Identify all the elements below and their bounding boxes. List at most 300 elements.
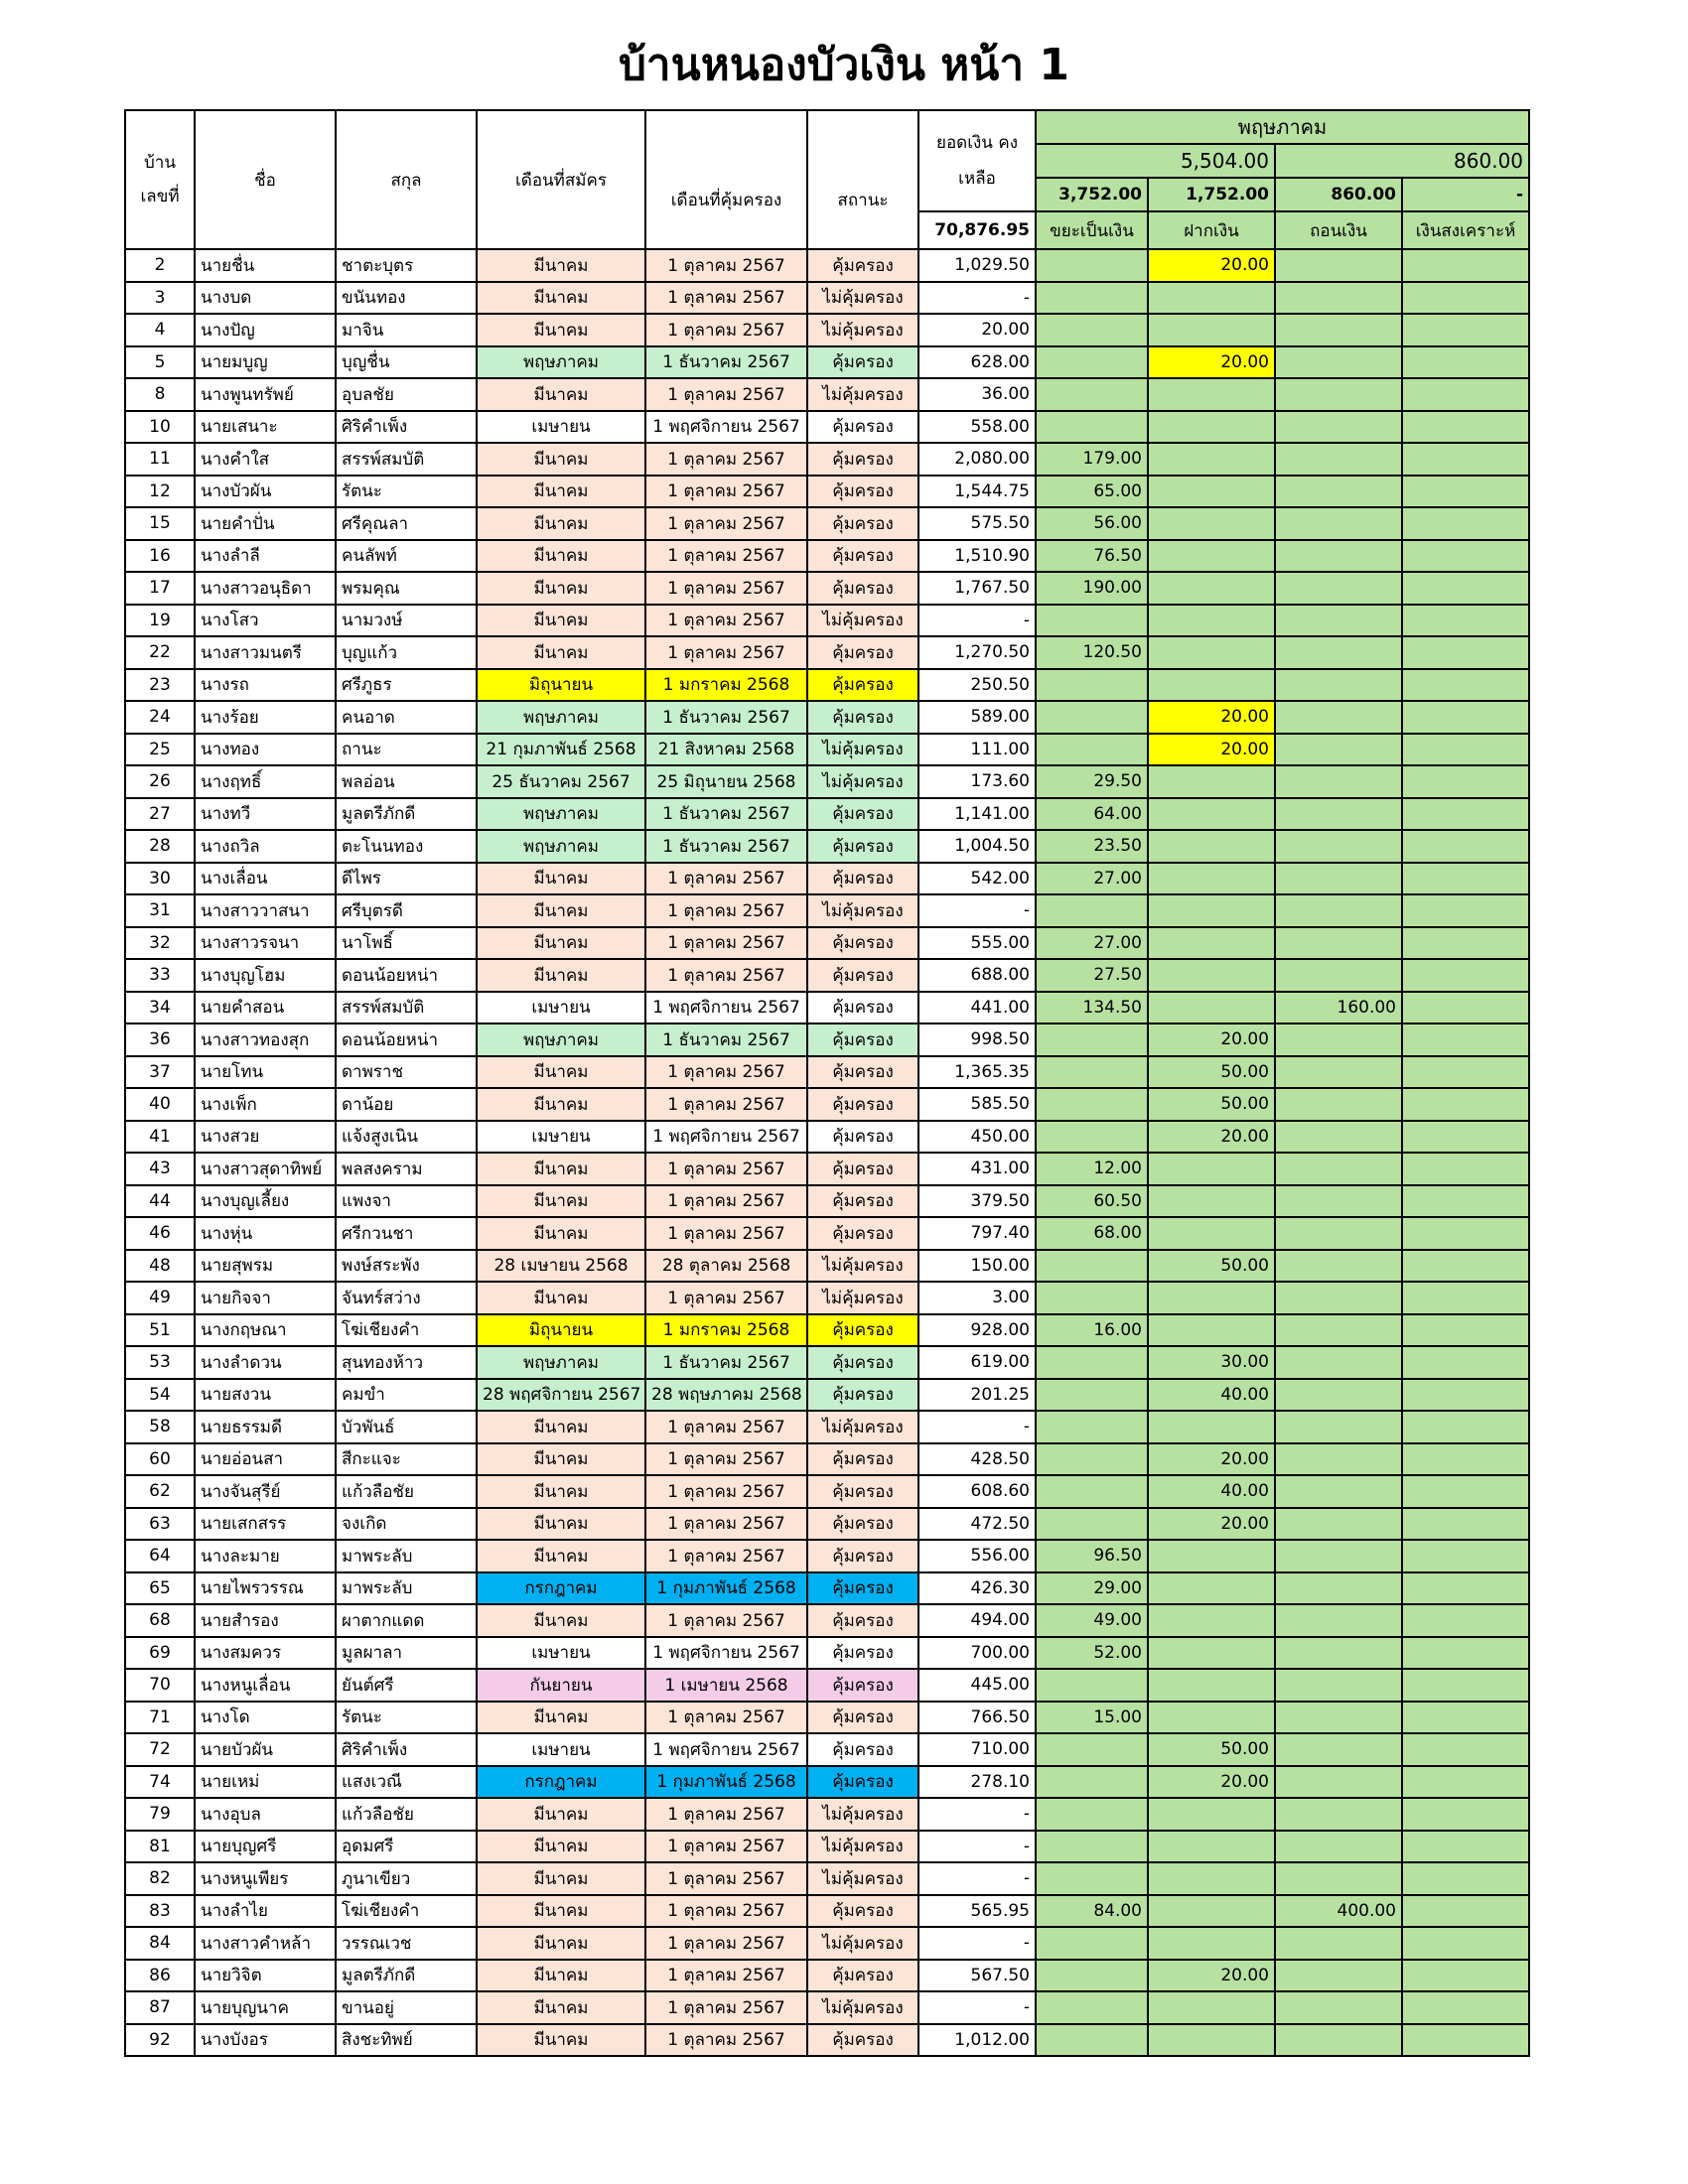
first-name-cell: นายบัวผัน — [195, 1733, 336, 1766]
surname-cell: มาพระลับ — [336, 1540, 477, 1572]
protect-month-cell: 1 ตุลาคม 2567 — [645, 1443, 807, 1476]
table-row — [125, 1153, 1529, 1185]
protect-month-cell: 1 ตุลาคม 2567 — [645, 1604, 807, 1637]
aid-cell — [1402, 1862, 1529, 1895]
aid-cell — [1402, 1088, 1529, 1121]
surname-cell: แจ้งสูงเนิน — [336, 1121, 477, 1154]
deposit-cell — [1148, 1669, 1275, 1702]
status-cell: คุ้มครอง — [807, 1379, 918, 1412]
table-row — [125, 1895, 1529, 1928]
member-table — [124, 109, 1530, 2057]
withdraw-cell — [1275, 1443, 1402, 1476]
status-cell: คุ้มครอง — [807, 1314, 918, 1347]
protect-month-cell: 1 ตุลาคม 2567 — [645, 1831, 807, 1863]
waste-cell — [1036, 1379, 1148, 1412]
withdraw-cell: 400.00 — [1275, 1895, 1402, 1928]
waste-cell — [1036, 1862, 1148, 1895]
apply-month-cell: มีนาคม — [477, 1056, 645, 1089]
waste-cell — [1036, 1088, 1148, 1121]
apply-month-cell: มีนาคม — [477, 1508, 645, 1541]
house-number-cell: 43 — [125, 1153, 195, 1185]
deposit-cell — [1148, 1540, 1275, 1572]
protect-month-cell: 1 กุมภาพันธ์ 2568 — [645, 1572, 807, 1605]
table-row — [125, 1024, 1529, 1056]
apply-month-cell: พฤษภาคม — [477, 830, 645, 863]
status-cell: คุ้มครอง — [807, 249, 918, 282]
surname-cell: คนลัพท์ — [336, 540, 477, 573]
status-cell: คุ้มครอง — [807, 798, 918, 831]
protect-month-cell: 1 ตุลาคม 2567 — [645, 1895, 807, 1928]
surname-cell: อุบลชัย — [336, 378, 477, 411]
house-number-cell: 86 — [125, 1960, 195, 1992]
table-row — [125, 830, 1529, 863]
first-name-cell: นางหนูเลื่อน — [195, 1669, 336, 1702]
table-row — [125, 1379, 1529, 1412]
table-row — [125, 1121, 1529, 1154]
waste-cell — [1036, 1411, 1148, 1443]
surname-cell: อุดมศรี — [336, 1831, 477, 1863]
table-row — [125, 1702, 1529, 1734]
balance-cell: 575.50 — [918, 507, 1036, 540]
surname-cell: มาจิน — [336, 314, 477, 346]
first-name-cell: นางสมควร — [195, 1637, 336, 1670]
withdraw-cell — [1275, 1056, 1402, 1089]
first-name-cell: นายคำปั่น — [195, 507, 336, 540]
house-number-cell: 10 — [125, 411, 195, 444]
balance-cell: 494.00 — [918, 1604, 1036, 1637]
deposit-cell: 50.00 — [1148, 1733, 1275, 1766]
house-number-cell: 60 — [125, 1443, 195, 1476]
balance-cell: 201.25 — [918, 1379, 1036, 1412]
deposit-cell — [1148, 1702, 1275, 1734]
withdraw-cell — [1275, 1637, 1402, 1670]
balance-cell: 379.50 — [918, 1185, 1036, 1218]
apply-month-cell: พฤษภาคม — [477, 1346, 645, 1379]
protect-month-cell: 1 ตุลาคม 2567 — [645, 863, 807, 895]
waste-cell — [1036, 1798, 1148, 1831]
protect-month-cell: 25 มิถุนายน 2568 — [645, 765, 807, 798]
status-cell: ไม่คุ้มครอง — [807, 1411, 918, 1443]
first-name-cell: นางคำใส — [195, 443, 336, 476]
deposit-cell — [1148, 443, 1275, 476]
balance-cell: - — [918, 1831, 1036, 1863]
withdraw-cell — [1275, 830, 1402, 863]
protect-month-cell: 1 ตุลาคม 2567 — [645, 894, 807, 927]
house-number-cell: 92 — [125, 2024, 195, 2057]
status-cell: คุ้มครอง — [807, 1702, 918, 1734]
apply-month-cell: มีนาคม — [477, 507, 645, 540]
first-name-cell: นายคำสอน — [195, 992, 336, 1024]
deposit-cell — [1148, 1991, 1275, 2024]
apply-month-cell: พฤษภาคม — [477, 346, 645, 379]
first-name-cell: นายบุญศรี — [195, 1831, 336, 1863]
withdraw-cell — [1275, 1475, 1402, 1508]
withdraw-cell — [1275, 1411, 1402, 1443]
waste-cell: 96.50 — [1036, 1540, 1148, 1572]
surname-cell: ตะโนนทอง — [336, 830, 477, 863]
withdraw-cell — [1275, 476, 1402, 508]
apply-month-cell: เมษายน — [477, 411, 645, 444]
header-surname: สกุล — [336, 110, 477, 249]
withdraw-cell — [1275, 1508, 1402, 1541]
apply-month-cell: มีนาคม — [477, 1798, 645, 1831]
first-name-cell: นายบุญนาค — [195, 1991, 336, 2024]
waste-cell: 190.00 — [1036, 572, 1148, 605]
aid-cell — [1402, 1991, 1529, 2024]
balance-cell: 608.60 — [918, 1475, 1036, 1508]
apply-month-cell: มีนาคม — [477, 314, 645, 346]
table-row — [125, 249, 1529, 282]
withdraw-cell — [1275, 1153, 1402, 1185]
surname-cell: ดาพราช — [336, 1056, 477, 1089]
table-row — [125, 411, 1529, 444]
balance-cell: 555.00 — [918, 927, 1036, 960]
surname-cell: มูลตรีภักดี — [336, 798, 477, 831]
deposit-cell — [1148, 894, 1275, 927]
waste-cell — [1036, 1991, 1148, 2024]
balance-cell: 589.00 — [918, 701, 1036, 734]
balance-cell: 2,080.00 — [918, 443, 1036, 476]
house-number-cell: 15 — [125, 507, 195, 540]
status-cell: คุ้มครอง — [807, 540, 918, 573]
withdraw-cell — [1275, 1121, 1402, 1154]
table-row — [125, 1572, 1529, 1605]
house-number-cell: 24 — [125, 701, 195, 734]
deposit-cell: 20.00 — [1148, 1121, 1275, 1154]
first-name-cell: นางบด — [195, 282, 336, 315]
waste-cell: 15.00 — [1036, 1702, 1148, 1734]
table-row — [125, 1604, 1529, 1637]
first-name-cell: นางร้อย — [195, 701, 336, 734]
status-cell: คุ้มครอง — [807, 1960, 918, 1992]
protect-month-cell: 1 ตุลาคม 2567 — [645, 605, 807, 637]
first-name-cell: นายไพรวรรณ — [195, 1572, 336, 1605]
protect-month-cell: 1 ตุลาคม 2567 — [645, 1153, 807, 1185]
balance-cell: 1,004.50 — [918, 830, 1036, 863]
waste-cell — [1036, 1282, 1148, 1314]
balance-cell: 1,767.50 — [918, 572, 1036, 605]
status-cell: คุ้มครอง — [807, 959, 918, 992]
protect-month-cell: 28 พฤษภาคม 2568 — [645, 1379, 807, 1412]
surname-cell: แสงเวณี — [336, 1766, 477, 1799]
table-row — [125, 1185, 1529, 1218]
surname-cell: สิงชะทิพย์ — [336, 2024, 477, 2057]
waste-cell: 23.50 — [1036, 830, 1148, 863]
deposit-cell — [1148, 1411, 1275, 1443]
status-cell: ไม่คุ้มครอง — [807, 1831, 918, 1863]
withdraw-cell — [1275, 346, 1402, 379]
deposit-cell: 30.00 — [1148, 1346, 1275, 1379]
table-row — [125, 476, 1529, 508]
header-month: พฤษภาคม — [1036, 110, 1529, 144]
surname-cell: สุนทองห้าว — [336, 1346, 477, 1379]
first-name-cell: นางสาวรจนา — [195, 927, 336, 960]
aid-cell — [1402, 1217, 1529, 1250]
aid-cell — [1402, 959, 1529, 992]
aid-cell — [1402, 1540, 1529, 1572]
protect-month-cell: 1 ธันวาคม 2567 — [645, 346, 807, 379]
apply-month-cell: มีนาคม — [477, 540, 645, 573]
aid-cell — [1402, 249, 1529, 282]
balance-cell: 1,270.50 — [918, 636, 1036, 669]
first-name-cell: นางบังอร — [195, 2024, 336, 2057]
status-cell: คุ้มครอง — [807, 1056, 918, 1089]
surname-cell: คนอาด — [336, 701, 477, 734]
protect-month-cell: 1 ตุลาคม 2567 — [645, 476, 807, 508]
table-row — [125, 1056, 1529, 1089]
deposit-cell: 20.00 — [1148, 701, 1275, 734]
balance-cell: - — [918, 894, 1036, 927]
house-number-cell: 25 — [125, 734, 195, 766]
aid-cell — [1402, 443, 1529, 476]
aid-cell — [1402, 1508, 1529, 1541]
apply-month-cell: มิถุนายน — [477, 1314, 645, 1347]
surname-cell: ศิริคำเพ็ง — [336, 411, 477, 444]
aid-cell — [1402, 701, 1529, 734]
apply-month-cell: มิถุนายน — [477, 669, 645, 702]
table-row — [125, 1862, 1529, 1895]
waste-cell — [1036, 249, 1148, 282]
status-cell: คุ้มครอง — [807, 863, 918, 895]
header-sub-waste: 3,752.00 — [1036, 178, 1148, 211]
first-name-cell: นายกิจจา — [195, 1282, 336, 1314]
balance-cell: 431.00 — [918, 1153, 1036, 1185]
deposit-cell — [1148, 1895, 1275, 1928]
surname-cell: ภูนาเขียว — [336, 1862, 477, 1895]
waste-cell: 27.00 — [1036, 863, 1148, 895]
protect-month-cell: 1 ธันวาคม 2567 — [645, 1346, 807, 1379]
aid-cell — [1402, 540, 1529, 573]
protect-month-cell: 1 ตุลาคม 2567 — [645, 1282, 807, 1314]
status-cell: คุ้มครอง — [807, 1121, 918, 1154]
first-name-cell: นางลำไย — [195, 1895, 336, 1928]
header-col-waste: ขยะเป็นเงิน — [1036, 211, 1148, 249]
table-row — [125, 1217, 1529, 1250]
table-row — [125, 894, 1529, 927]
surname-cell: มูลตรีภักดี — [336, 1960, 477, 1992]
house-number-cell: 32 — [125, 927, 195, 960]
apply-month-cell: มีนาคม — [477, 1443, 645, 1476]
surname-cell: จงเกิด — [336, 1508, 477, 1541]
waste-cell — [1036, 1346, 1148, 1379]
table-row — [125, 959, 1529, 992]
table-row — [125, 1733, 1529, 1766]
apply-month-cell: มีนาคม — [477, 249, 645, 282]
house-number-cell: 3 — [125, 282, 195, 315]
status-cell: ไม่คุ้มครอง — [807, 1991, 918, 2024]
apply-month-cell: กันยายน — [477, 1669, 645, 1702]
apply-month-cell: มีนาคม — [477, 282, 645, 315]
deposit-cell — [1148, 540, 1275, 573]
deposit-cell: 50.00 — [1148, 1250, 1275, 1283]
aid-cell — [1402, 1637, 1529, 1670]
house-number-cell: 58 — [125, 1411, 195, 1443]
aid-cell — [1402, 1056, 1529, 1089]
protect-month-cell: 1 ตุลาคม 2567 — [645, 636, 807, 669]
waste-cell — [1036, 1766, 1148, 1799]
deposit-cell — [1148, 572, 1275, 605]
deposit-cell — [1148, 1217, 1275, 1250]
aid-cell — [1402, 314, 1529, 346]
first-name-cell: นางเพ็ก — [195, 1088, 336, 1121]
waste-cell — [1036, 1475, 1148, 1508]
first-name-cell: นายโทน — [195, 1056, 336, 1089]
surname-cell: ดอนน้อยหน่า — [336, 959, 477, 992]
withdraw-cell — [1275, 894, 1402, 927]
protect-month-cell: 1 ตุลาคม 2567 — [645, 1702, 807, 1734]
waste-cell — [1036, 1669, 1148, 1702]
balance-cell: 173.60 — [918, 765, 1036, 798]
apply-month-cell: มีนาคม — [477, 1185, 645, 1218]
protect-month-cell: 1 ตุลาคม 2567 — [645, 1508, 807, 1541]
aid-cell — [1402, 346, 1529, 379]
aid-cell — [1402, 2024, 1529, 2057]
aid-cell — [1402, 1475, 1529, 1508]
protect-month-cell: 1 ตุลาคม 2567 — [645, 282, 807, 315]
apply-month-cell: มีนาคม — [477, 1862, 645, 1895]
first-name-cell: นายเหม่ — [195, 1766, 336, 1799]
deposit-cell: 50.00 — [1148, 1056, 1275, 1089]
apply-month-cell: มีนาคม — [477, 927, 645, 960]
protect-month-cell: 1 ตุลาคม 2567 — [645, 1475, 807, 1508]
house-number-cell: 17 — [125, 572, 195, 605]
surname-cell: ขนันทอง — [336, 282, 477, 315]
waste-cell: 56.00 — [1036, 507, 1148, 540]
status-cell: ไม่คุ้มครอง — [807, 1927, 918, 1960]
deposit-cell — [1148, 378, 1275, 411]
aid-cell — [1402, 1250, 1529, 1283]
aid-cell — [1402, 1927, 1529, 1960]
withdraw-cell — [1275, 1282, 1402, 1314]
waste-cell: 68.00 — [1036, 1217, 1148, 1250]
surname-cell: แพงจา — [336, 1185, 477, 1218]
first-name-cell: นางสวย — [195, 1121, 336, 1154]
status-cell: ไม่คุ้มครอง — [807, 378, 918, 411]
deposit-cell: 20.00 — [1148, 1766, 1275, 1799]
aid-cell — [1402, 992, 1529, 1024]
aid-cell — [1402, 1282, 1529, 1314]
house-number-cell: 48 — [125, 1250, 195, 1283]
house-number-cell: 74 — [125, 1766, 195, 1799]
deposit-cell — [1148, 1572, 1275, 1605]
aid-cell — [1402, 1733, 1529, 1766]
surname-cell: รัตนะ — [336, 476, 477, 508]
balance-cell: 445.00 — [918, 1669, 1036, 1702]
balance-cell: 766.50 — [918, 1702, 1036, 1734]
balance-cell: 250.50 — [918, 669, 1036, 702]
protect-month-cell: 28 ตุลาคม 2568 — [645, 1250, 807, 1283]
surname-cell: ชาตะบุตร — [336, 249, 477, 282]
apply-month-cell: 28 พฤศจิกายน 2567 — [477, 1379, 645, 1412]
balance-cell: 565.95 — [918, 1895, 1036, 1928]
deposit-cell — [1148, 1798, 1275, 1831]
withdraw-cell — [1275, 1346, 1402, 1379]
house-number-cell: 79 — [125, 1798, 195, 1831]
apply-month-cell: มีนาคม — [477, 2024, 645, 2057]
deposit-cell — [1148, 765, 1275, 798]
aid-cell — [1402, 1379, 1529, 1412]
protect-month-cell: 1 ตุลาคม 2567 — [645, 249, 807, 282]
balance-cell: 1,029.50 — [918, 249, 1036, 282]
waste-cell — [1036, 1250, 1148, 1283]
table-row — [125, 1475, 1529, 1508]
deposit-cell: 20.00 — [1148, 1508, 1275, 1541]
protect-month-cell: 1 พฤศจิกายน 2567 — [645, 1733, 807, 1766]
withdraw-cell — [1275, 1669, 1402, 1702]
protect-month-cell: 1 ตุลาคม 2567 — [645, 2024, 807, 2057]
aid-cell — [1402, 894, 1529, 927]
aid-cell — [1402, 1766, 1529, 1799]
withdraw-cell — [1275, 1088, 1402, 1121]
table-row — [125, 2024, 1529, 2057]
balance-cell: 426.30 — [918, 1572, 1036, 1605]
protect-month-cell: 1 ตุลาคม 2567 — [645, 1798, 807, 1831]
aid-cell — [1402, 605, 1529, 637]
header-col-deposit: ฝากเงิน — [1148, 211, 1275, 249]
house-number-cell: 12 — [125, 476, 195, 508]
first-name-cell: นางเลื่อน — [195, 863, 336, 895]
aid-cell — [1402, 1702, 1529, 1734]
house-number-cell: 53 — [125, 1346, 195, 1379]
withdraw-cell — [1275, 1024, 1402, 1056]
waste-cell — [1036, 1508, 1148, 1541]
withdraw-cell — [1275, 605, 1402, 637]
house-number-cell: 26 — [125, 765, 195, 798]
table-row — [125, 1250, 1529, 1283]
apply-month-cell: มีนาคม — [477, 1411, 645, 1443]
protect-month-cell: 1 ตุลาคม 2567 — [645, 443, 807, 476]
waste-cell: 29.50 — [1036, 765, 1148, 798]
apply-month-cell: มีนาคม — [477, 378, 645, 411]
aid-cell — [1402, 1831, 1529, 1863]
apply-month-cell: มีนาคม — [477, 1282, 645, 1314]
surname-cell: ดอนน้อยหน่า — [336, 1024, 477, 1056]
aid-cell — [1402, 1121, 1529, 1154]
status-cell: คุ้มครอง — [807, 1669, 918, 1702]
status-cell: คุ้มครอง — [807, 1733, 918, 1766]
protect-month-cell: 21 สิงหาคม 2568 — [645, 734, 807, 766]
balance-cell: 700.00 — [918, 1637, 1036, 1670]
withdraw-cell — [1275, 701, 1402, 734]
apply-month-cell: มีนาคม — [477, 572, 645, 605]
status-cell: คุ้มครอง — [807, 669, 918, 702]
header-sub-withdraw: 860.00 — [1275, 178, 1402, 211]
apply-month-cell: มีนาคม — [477, 605, 645, 637]
apply-month-cell: มีนาคม — [477, 476, 645, 508]
table-row — [125, 1443, 1529, 1476]
table-row — [125, 1508, 1529, 1541]
status-cell: คุ้มครอง — [807, 572, 918, 605]
balance-cell: 998.50 — [918, 1024, 1036, 1056]
apply-month-cell: มีนาคม — [477, 1540, 645, 1572]
house-number-cell: 31 — [125, 894, 195, 927]
protect-month-cell: 1 ตุลาคม 2567 — [645, 1411, 807, 1443]
first-name-cell: นายเสนาะ — [195, 411, 336, 444]
surname-cell: โฆ่เชียงคำ — [336, 1895, 477, 1928]
house-number-cell: 44 — [125, 1185, 195, 1218]
status-cell: ไม่คุ้มครอง — [807, 1798, 918, 1831]
surname-cell: ศรีภูธร — [336, 669, 477, 702]
house-number-cell: 62 — [125, 1475, 195, 1508]
apply-month-cell: 25 ธันวาคม 2567 — [477, 765, 645, 798]
surname-cell: บุญชื่น — [336, 346, 477, 379]
status-cell: ไม่คุ้มครอง — [807, 1250, 918, 1283]
balance-cell: - — [918, 1411, 1036, 1443]
withdraw-cell — [1275, 2024, 1402, 2057]
table-row — [125, 605, 1529, 637]
aid-cell — [1402, 1669, 1529, 1702]
deposit-cell: 50.00 — [1148, 1088, 1275, 1121]
